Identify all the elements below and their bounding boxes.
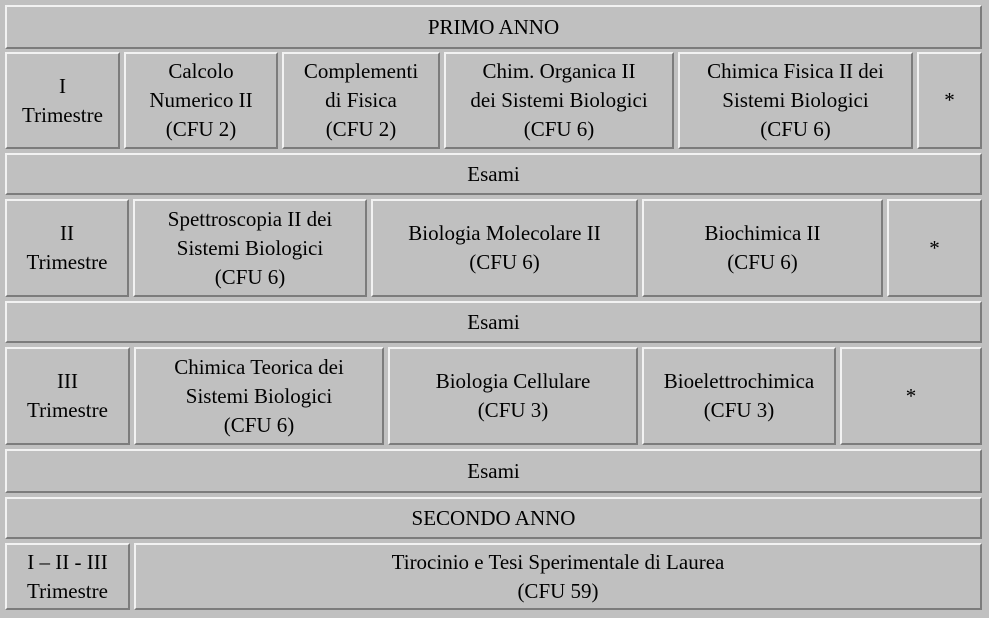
course-text: Complementi di Fisica (CFU 2) (303, 59, 419, 141)
esami-row-1 (5, 153, 982, 195)
elective-star-cell (887, 199, 982, 297)
year-header-label: SECONDO ANNO (411, 505, 576, 530)
esami-row-2 (5, 301, 982, 343)
course-text: Tirocinio e Tesi Sperimentale di Laurea (CFU 59) (391, 549, 725, 603)
term-label-text: I Trimestre (22, 73, 103, 127)
term-label-iii (5, 347, 130, 445)
course-text: Biologia Cellulare (CFU 3) (435, 369, 591, 422)
star-text: * (929, 235, 940, 260)
esami-label: Esami (467, 458, 520, 483)
elective-star-cell (917, 52, 982, 149)
course-chimica-teorica (134, 347, 384, 445)
course-text: Biochimica II (CFU 6) (704, 221, 821, 274)
course-chim-organica-ii (444, 52, 674, 149)
star-text: * (944, 88, 955, 112)
esami-row-3 (5, 449, 982, 493)
course-chimica-fisica-ii (678, 52, 913, 149)
course-biologia-molecolare-ii (371, 199, 638, 297)
term-label-text: III Trimestre (27, 369, 108, 422)
course-text: Chim. Organica II dei Sistemi Biologici (CFU 6) (470, 59, 648, 141)
course-biologia-cellulare (388, 347, 638, 445)
course-tirocinio-tesi (134, 543, 982, 610)
term-label-text: II Trimestre (26, 221, 108, 274)
year-header-primo-anno (5, 5, 982, 49)
course-biochimica-ii (642, 199, 883, 297)
course-text: Calcolo Numerico II (CFU 2) (149, 59, 253, 141)
term-label-text: I – II - III Trimestre (27, 549, 108, 603)
course-text: Chimica Teorica dei Sistemi Biologici (CFU 6) (174, 354, 344, 437)
year-header-label: PRIMO ANNO (427, 14, 560, 39)
year-header-secondo-anno (5, 497, 982, 539)
term-label-i (5, 52, 120, 149)
esami-label: Esami (467, 309, 520, 334)
course-text: Chimica Fisica II dei Sistemi Biologici (CFU 6) (707, 59, 884, 141)
course-complementi-di-fisica (282, 52, 440, 149)
course-text: Bioelettrochimica (CFU 3) (663, 369, 815, 422)
esami-label: Esami (467, 161, 520, 186)
course-calcolo-numerico-ii (124, 52, 278, 149)
term-label-ii (5, 199, 129, 297)
elective-star-cell (840, 347, 982, 445)
star-text: * (905, 383, 917, 408)
course-bioelettrochimica (642, 347, 836, 445)
course-text: Biologia Molecolare II (CFU 6) (408, 221, 601, 274)
course-text: Spettroscopia II dei Sistemi Biologici (CFU 6) (167, 206, 333, 289)
course-spettroscopia-ii (133, 199, 367, 297)
term-label-all (5, 543, 130, 610)
